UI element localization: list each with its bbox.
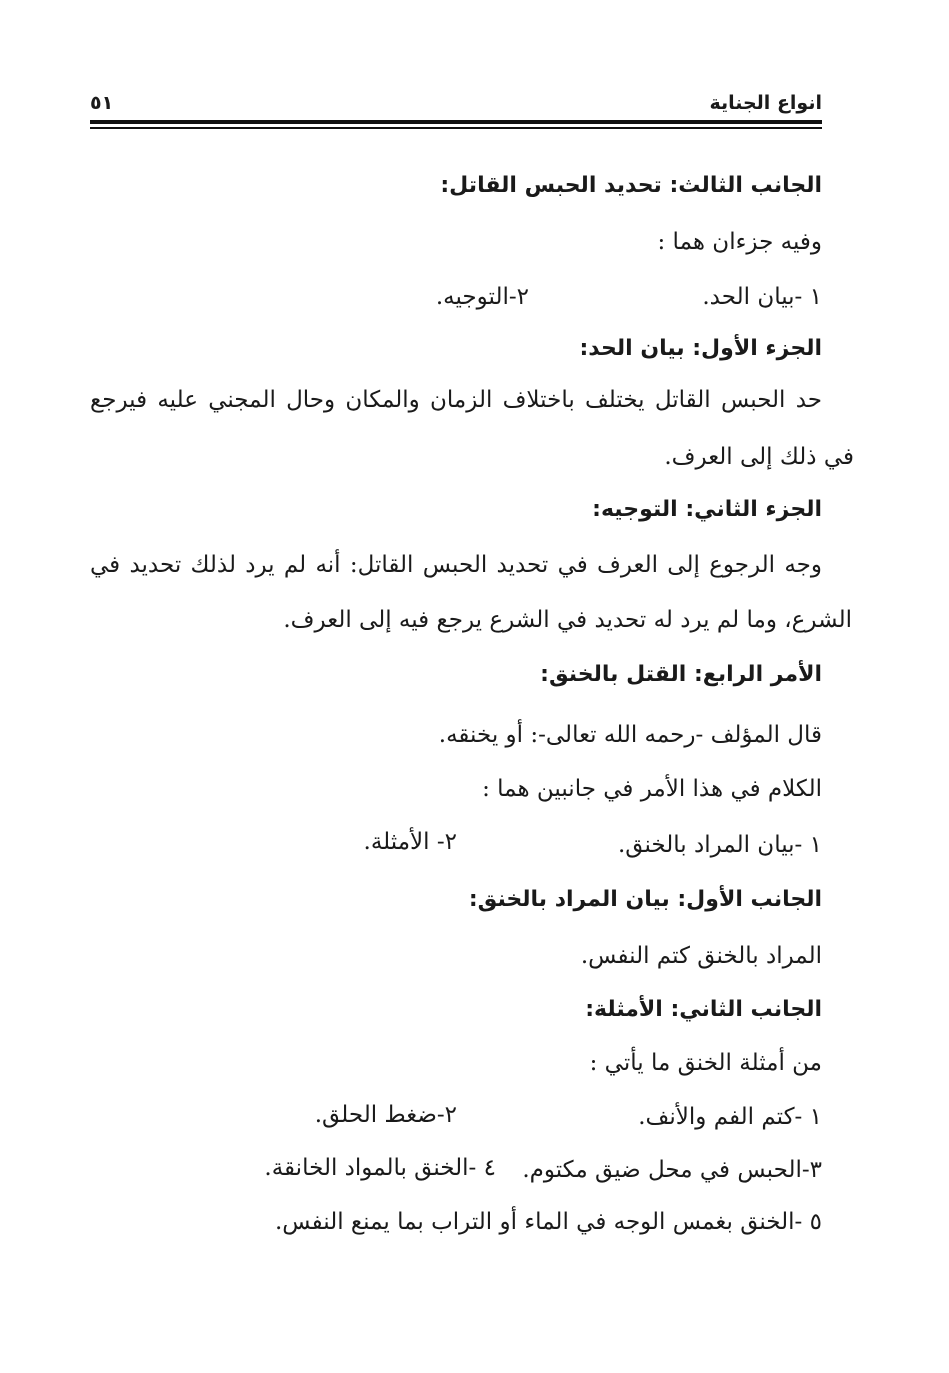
paragraph-line: الشرع، وما لم يرد له تحديد في الشرع يرجع فيه إلى العرف.: [283, 607, 852, 633]
list-item: ٥ -الخنق بغمس الوجه في الماء أو التراب بما يمنع النفس.: [275, 1209, 822, 1235]
list-item: ٣-الحبس في محل ضيق مكتوم.: [522, 1157, 822, 1183]
header-rule-thin: [90, 127, 822, 129]
paragraph-line: المراد بالخنق كتم النفس.: [580, 943, 822, 969]
section-heading: الجزء الأول: بيان الحد:: [579, 336, 822, 361]
paragraph-line: وفيه جزءان هما :: [657, 229, 822, 255]
list-item: ٢-ضغط الحلق.: [314, 1102, 457, 1128]
section-heading: الجزء الثاني: التوجيه:: [592, 497, 822, 522]
header-rule-thick: [90, 120, 822, 124]
paragraph-line: وجه الرجوع إلى العرف في تحديد الحبس القاتل: أنه لم يرد لذلك تحديد في: [90, 552, 822, 578]
list-item: ١ -بيان الحد.: [702, 284, 822, 310]
list-item: ٢-التوجيه.: [435, 284, 529, 310]
page-number: ٥١: [90, 92, 114, 114]
section-heading: الأمر الرابع: القتل بالخنق:: [540, 662, 822, 687]
running-header: [90, 92, 822, 118]
list-item: ١ -كتم الفم والأنف.: [638, 1104, 822, 1130]
paragraph-line: قال المؤلف -رحمه الله تعالى-: أو يخنقه.: [438, 722, 822, 748]
paragraph-line: في ذلك إلى العرف.: [664, 444, 854, 470]
list-item: ١ -بيان المراد بالخنق.: [617, 832, 822, 858]
section-heading: الجانب الأول: بيان المراد بالخنق:: [468, 887, 822, 912]
header-title: انواع الجناية: [709, 92, 822, 114]
section-heading: الجانب الثالث: تحديد الحبس القاتل:: [440, 173, 822, 198]
paragraph-line: من أمثلة الخنق ما يأتي :: [589, 1050, 822, 1076]
list-item: ٢- الأمثلة.: [363, 829, 457, 855]
paragraph-line: حد الحبس القاتل يختلف باختلاف الزمان والمكان وحال المجني عليه فيرجع: [90, 387, 822, 413]
section-heading: الجانب الثاني: الأمثلة:: [585, 997, 822, 1022]
paragraph-line: الكلام في هذا الأمر في جانبين هما :: [482, 776, 822, 802]
list-item: ٤ -الخنق بالمواد الخانقة.: [264, 1155, 496, 1181]
